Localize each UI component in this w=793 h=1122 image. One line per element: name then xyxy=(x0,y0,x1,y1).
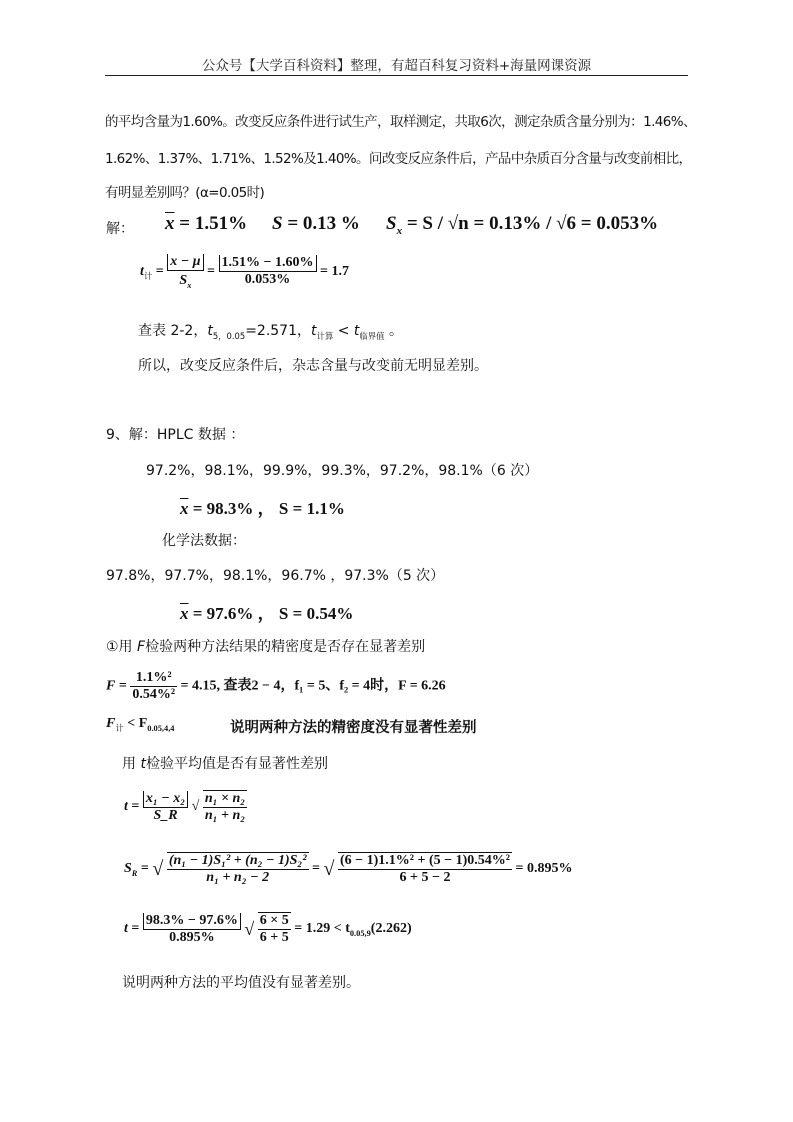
t-fraction-2: $\frac{1.51\% - 1.60\%}{0.053\%}$ xyxy=(219,255,317,288)
hplc-stats: $\overline{x} = 98.3\%$ ， S = 1.1% xyxy=(180,499,345,518)
mean-equation xyxy=(165,213,247,235)
final-conclusion: 说明两种方法的平均值没有显著差别。 xyxy=(122,975,360,991)
std-value: = 0.13 % xyxy=(287,213,360,234)
f-comparison: $F_计 < F_{0.05,4,4}$ xyxy=(106,716,175,733)
header-rule xyxy=(105,75,688,76)
f-fraction: $\frac{\text{1.1\%²}}{\text{0.54\%²}}$ xyxy=(132,670,176,702)
t-test-title: 用 t检验平均值是否有显著性差别 xyxy=(122,756,328,772)
problem8-line2: 1.62%、1.37%、1.71%、1.52%及1.40%。问改变反应条件后，产品中杂质百分含量与改变前相比， xyxy=(105,151,692,167)
table-lookup: 查表 2-2，$t_{5,0.05}=2.571$，$t_{计算} < t_{临界值}$ 。 xyxy=(138,323,403,341)
f-test-title: ①用 F检验两种方法结果的精密度是否存在显著差别 xyxy=(106,639,426,655)
sx-equation: $S_x = S / √n = 0.13\% / √6 = 0.053\%$ xyxy=(386,213,659,237)
problem9-heading: 9、解：HPLC 数据 ： xyxy=(106,427,245,443)
problem8-line3: 有明显差别吗？(α=0.05时) xyxy=(105,185,265,201)
t-fraction-1: $\frac{x - \mu}{S_x}$ xyxy=(167,254,203,290)
mean-value: = 1.51% xyxy=(179,213,248,234)
sx-value: = S / √n = 0.13% / √6 = 0.053% xyxy=(406,213,659,234)
t-calculation: $t_计$ = $\frac{x - \mu}{S_x}$ = $\frac{1.51\% - 1.60\%}{0.053\%}$ = 1.7 xyxy=(140,254,349,290)
chem-data: 97.8%，97.7%，98.1%，96.7% ，97.3%（5 次） xyxy=(106,568,445,584)
chem-stats: $\overline{x} = 97.6\%$ ， S = 0.54% xyxy=(180,604,354,623)
xbar-symbol: $\overline{x}$ xyxy=(165,213,175,234)
chem-label: 化学法数据： xyxy=(162,533,246,549)
problem8-line1: 的平均含量为1.60%。改变反应条件进行试生产，取样测定，共取6次，测定杂质含量分别为：1.46%、 xyxy=(105,114,696,130)
hplc-data: 97.2%，98.1%，99.9%，99.3%，97.2%，98.1%（6 次） xyxy=(146,463,539,479)
page-header: 公众号【大学百科资料】整理，有超百科复习资料+海量网课资源 xyxy=(201,58,592,74)
f-conclusion: 说明两种方法的精密度没有显著性差别 xyxy=(230,720,477,736)
solution-label: 解： xyxy=(106,221,134,237)
sr-formula: $S_R$ = √ $\frac{\text{(n₁ − 1)S₁² + (n₂ − 1)S₂²}}{\text{n₁ + n₂ − 2}}$ = √ $\frac{\text{(6 − 1)1.1\%² + (5 − 1)0.54\%²}}{6 + 5 - 2}$ = 0.895% xyxy=(124,853,573,885)
problem8-conclusion: 所以，改变反应条件后，杂志含量与改变前无明显差别。 xyxy=(138,358,488,374)
t-formula: t = $\frac{\text{x₁ − x₂}}{S\_R}$ √ $\frac{\text{n₁ × n₂}}{\text{n₁ + n₂}}$ xyxy=(124,790,246,823)
f-test-equation: F = $\frac{\text{1.1\%²}}{\text{0.54\%²}}$ = 4.15, 查表2 − 4，f₁ = 5、f₂ = 4时，F = 6.26 xyxy=(106,670,446,702)
std-equation: S = 0.13 % xyxy=(272,213,360,234)
t-result: = 1.7 xyxy=(320,264,349,280)
t-calc: t = $\frac{98.3\% - 97.6\%}{0.895\%}$ √ $\frac{6 \times 5}{6 + 5}$ = $1.29 < t_{0.05,9}(2.262)$ xyxy=(124,912,412,945)
